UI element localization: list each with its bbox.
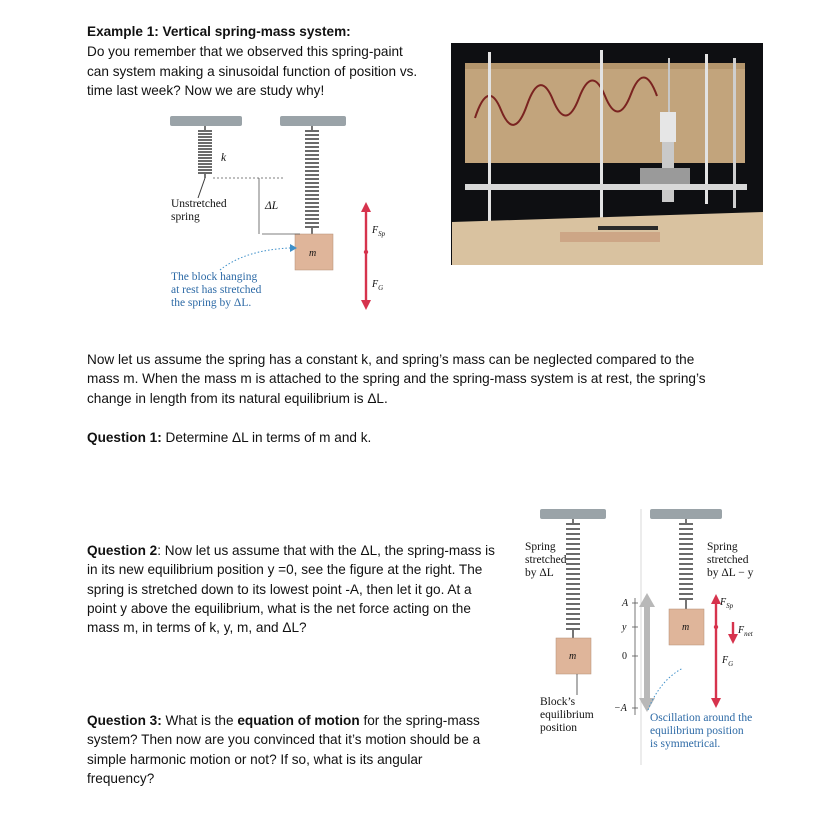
position-axis: [632, 598, 638, 715]
f-g-label-fig2: [722, 654, 733, 671]
q3-pre: What is the: [161, 713, 238, 728]
fig1-caption-1: The block hanging: [171, 271, 258, 283]
fig2-caption-2: equilibrium position: [650, 725, 744, 737]
q3-line-4: frequency?: [87, 771, 155, 786]
f-g-subscript: G: [378, 284, 384, 292]
fig2-right-label-1: Spring: [707, 541, 738, 553]
q2-label: Question 2: [87, 543, 158, 558]
q1-label: Question 1:: [87, 430, 162, 445]
q3-line-2: system? Then now are you convinced that it’s motion should be a: [87, 732, 481, 747]
f-g-symbol: F: [372, 279, 379, 290]
q1-text: Determine ΔL in terms of m and k.: [161, 430, 372, 445]
intro-line-1: Do you remember that we observed this spring-paint: [87, 44, 403, 59]
q3-bold: equation of motion: [237, 713, 360, 728]
f-sp-label-fig2: [720, 596, 733, 613]
axis-label-0: 0: [622, 651, 627, 662]
f-sp-symbol: F: [372, 225, 379, 236]
mass-label-fig1: m: [309, 248, 317, 259]
f-g-subscript-fig2: G: [728, 660, 734, 668]
spring-right-fig2: [679, 519, 693, 609]
q3-label: Question 3:: [87, 713, 162, 728]
q3-post: for the spring-mass: [359, 713, 480, 728]
f-sp-symbol-fig2: F: [720, 597, 727, 608]
intro-line-2: can system making a sinusoidal function of position vs.: [87, 64, 418, 79]
fig2-caption-1: Oscillation around the: [650, 712, 753, 724]
para2-line-1: Now let us assume the spring has a constant k, and spring’s mass can be neglected compared to the: [87, 352, 695, 367]
eq-label-2: equilibrium: [540, 709, 594, 721]
axis-label-y: y: [622, 622, 627, 633]
f-sp-subscript-fig2: Sp: [726, 602, 734, 610]
fig1-caption-3: the spring by ΔL.: [171, 297, 252, 309]
q2-line-2: in its new equilibrium position y =0, see the figure at the right. The: [87, 562, 483, 577]
mass-label-right-fig2: m: [682, 622, 690, 633]
fig2-caption-3: is symmetrical.: [650, 738, 721, 750]
f-net-label-fig2: [738, 624, 753, 641]
axis-label-neg-a: −A: [614, 703, 627, 714]
fig2-right-label-2: stretched: [707, 554, 749, 566]
ceiling-left-fig2: [540, 509, 606, 519]
unstretched-label-1: Unstretched: [171, 198, 227, 210]
f-net-symbol: F: [738, 625, 745, 636]
fig2-right-label-3: by ΔL − y: [707, 567, 754, 579]
unstretched-label-2: spring: [171, 211, 200, 223]
q3-line-3: simple harmonic motion or not? If so, what is its angular: [87, 752, 423, 767]
f-net-subscript: net: [744, 630, 753, 638]
fig2-left-label-2: stretched: [525, 554, 567, 566]
para2-line-3: change in length from its natural equilibrium is ΔL.: [87, 391, 388, 406]
fig2-left-label-1: Spring: [525, 541, 556, 553]
f-g-symbol-fig2: F: [722, 655, 729, 666]
mass-label-left-fig2: m: [569, 651, 577, 662]
example-title: Example 1: Vertical spring-mass system:: [87, 24, 351, 39]
delta-l-label: ΔL: [265, 200, 279, 212]
eq-label-1: Block’s: [540, 696, 576, 708]
fig2-left-label-3: by ΔL: [525, 567, 554, 579]
q2-line-3: spring is stretched down to its lowest point -A, then let it go. At a: [87, 582, 472, 597]
para2-line-2: mass m. When the mass m is attached to the spring and the spring-mass system is at rest, the spring’s: [87, 371, 706, 386]
eq-label-3: position: [540, 722, 578, 734]
intro-line-3: time last week? Now we are study why!: [87, 83, 325, 98]
caption-pointer-fig2: [648, 668, 683, 710]
spring-left-fig2: [566, 519, 580, 638]
k-label: k: [221, 152, 227, 164]
q2-line-4: point y above the equilibrium, what is the net force acting on the: [87, 601, 471, 616]
q2-line-5: mass m, in terms of k, y, m, and ΔL?: [87, 620, 307, 635]
ceiling-right-fig2: [650, 509, 722, 519]
axis-label-a: A: [622, 598, 629, 609]
f-sp-subscript: Sp: [378, 230, 386, 238]
q2-text-1: : Now let us assume that with the ΔL, the spring-mass is: [157, 543, 495, 558]
fig1-caption-2: at rest has stretched: [171, 284, 262, 296]
